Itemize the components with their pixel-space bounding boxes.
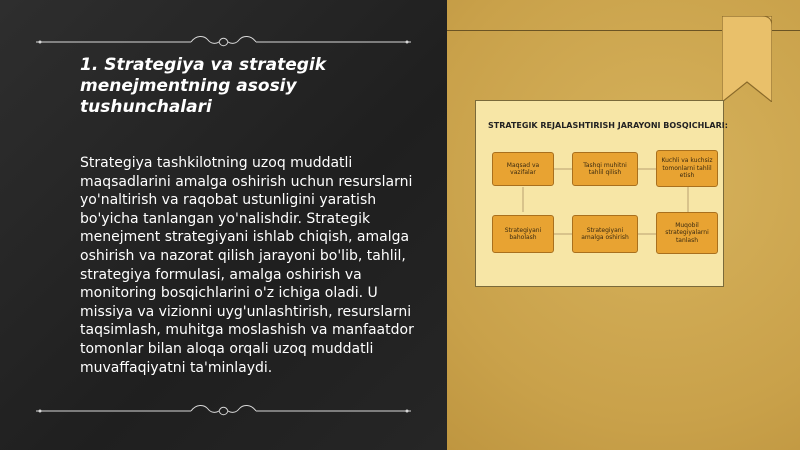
slide-title: 1. Strategiya va strategik menejmentning asosiy tushunchalari <box>80 55 327 117</box>
ornamental-divider-top <box>36 34 411 50</box>
process-diagram <box>475 100 728 287</box>
step-swot-analysis: Kuchli va kuchsiz tomonlarni tahlil etish <box>656 150 718 187</box>
step-alternative-strategies: Muqobil strategiyalarni tanlash <box>656 212 718 254</box>
diagram-title: STRATEGIK REJALASHTIRISH JARAYONI BOSQICHLARI: <box>488 121 728 130</box>
step-strategy-evaluation: Strategiyani baholash <box>492 215 554 253</box>
bookmark-ribbon-icon <box>722 16 772 102</box>
step-external-analysis: Tashqi muhitni tahlil qilish <box>572 152 638 186</box>
step-strategy-implementation: Strategiyani amalga oshirish <box>572 215 638 253</box>
diagram-arrows <box>476 101 725 288</box>
ornamental-divider-bottom <box>36 403 411 419</box>
step-goals: Maqsad va vazifalar <box>492 152 554 186</box>
slide-body-text: Strategiya tashkilotning uzoq muddatli maqsadlarini amalga oshirish uchun resurslarni yo'naltirish va raqobat ustunligini yaratish bo'yicha tanlangan yo'nalishdir. Strategik menejment strategiyani ishlab chiqish, amalga oshirish va nazorat qilish jarayoni bo'lib, tahlil, strategiya formulasi, amalga oshirish va monitoring bosqichlarini o'z ichiga oladi. U missiya va vizionni uyg'unlashtirish, resurslarni taqsimlash, muhitga moslashish va manfaatdor tomonlar bilan aloqa orqali uzoq muddatli muvaffaqiyatni ta'minlaydi. <box>80 155 414 376</box>
